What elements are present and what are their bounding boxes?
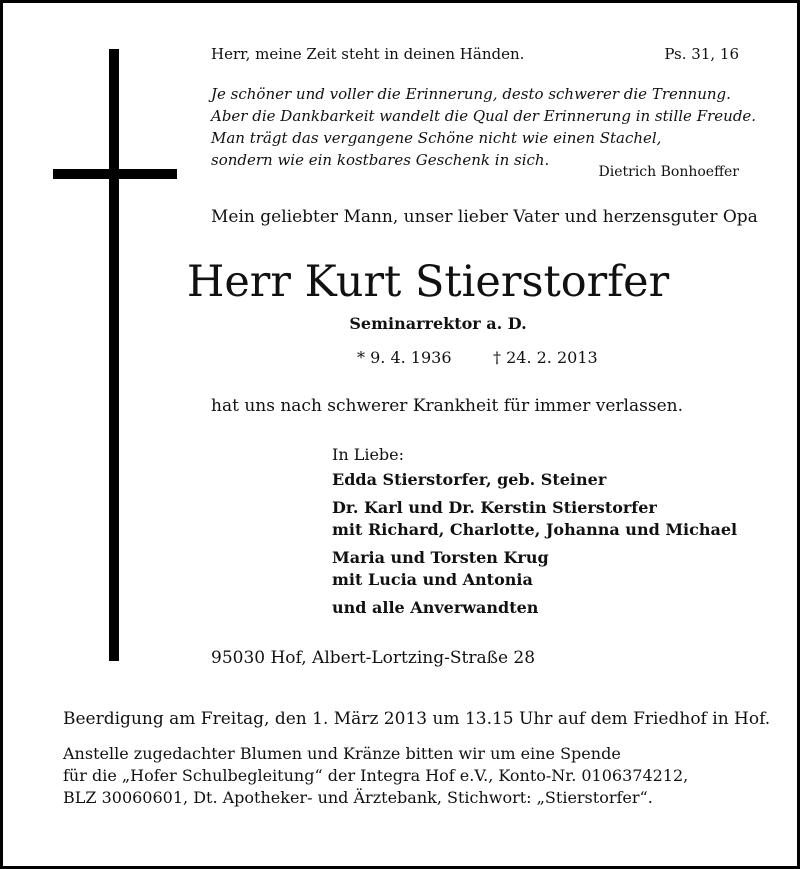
mourner-line: Dr. Karl und Dr. Kerstin Stierstorfer (332, 498, 657, 517)
mourner-group (332, 497, 737, 541)
quote-line: Man trägt das vergangene Schöne nicht wie einen Stachel, (211, 129, 662, 147)
cross-icon-horizontal-bar (53, 169, 177, 179)
donation-line: für die „Hofer Schulbegleitung“ der Integra Hof e.V., Konto-Nr. 0106374212, (63, 766, 689, 785)
mourner-line: mit Lucia und Antonia (332, 570, 533, 589)
donation-line: BLZ 30060601, Dt. Apotheker- und Ärztebank, Stichwort: „Stierstorfer“. (63, 788, 653, 807)
donation-notice (63, 743, 688, 809)
epigraph-text: Herr, meine Zeit steht in deinen Händen. (211, 45, 525, 63)
mourner-line: mit Richard, Charlotte, Johanna und Michael (332, 520, 738, 539)
passed-away-text: hat uns nach schwerer Krankheit für immer verlassen. (211, 396, 683, 416)
cross-icon-vertical-bar (109, 49, 119, 661)
mourner-group (332, 469, 737, 491)
death-date: † 24. 2. 2013 (493, 348, 598, 367)
mourner-line: Maria und Torsten Krug (332, 548, 549, 567)
mourner-line: Edda Stierstorfer, geb. Steiner (332, 470, 607, 489)
announcement-intro: Mein geliebter Mann, unser lieber Vater und herzensguter Opa (211, 207, 758, 227)
quote-line: Je schöner und voller die Erinnerung, desto schwerer die Trennung. (211, 85, 731, 103)
mourner-group (332, 547, 737, 591)
quote-block (211, 83, 756, 171)
funeral-notice: Beerdigung am Freitag, den 1. März 2013 um 13.15 Uhr auf dem Friedhof in Hof. (63, 709, 771, 729)
epigraph-reference: Ps. 31, 16 (664, 45, 739, 63)
quote-line: sondern wie ein kostbares Geschenk in sich. (211, 151, 550, 169)
quote-line: Aber die Dankbarkeit wandelt die Qual der Erinnerung in stille Freude. (211, 107, 757, 125)
deceased-title: Seminarrektor a. D. (349, 314, 527, 333)
address: 95030 Hof, Albert-Lortzing-Straße 28 (211, 648, 536, 668)
birth-date: * 9. 4. 1936 (357, 348, 452, 367)
mourners-list (332, 469, 737, 625)
donation-line: Anstelle zugedachter Blumen und Kränze bitten wir um eine Spende (63, 744, 621, 763)
deceased-name: Herr Kurt Stierstorfer (186, 257, 670, 307)
mourner-group (332, 597, 737, 619)
quote-author: Dietrich Bonhoeffer (598, 164, 739, 180)
mourner-line: und alle Anverwandten (332, 598, 539, 617)
mourners-intro: In Liebe: (332, 445, 405, 464)
